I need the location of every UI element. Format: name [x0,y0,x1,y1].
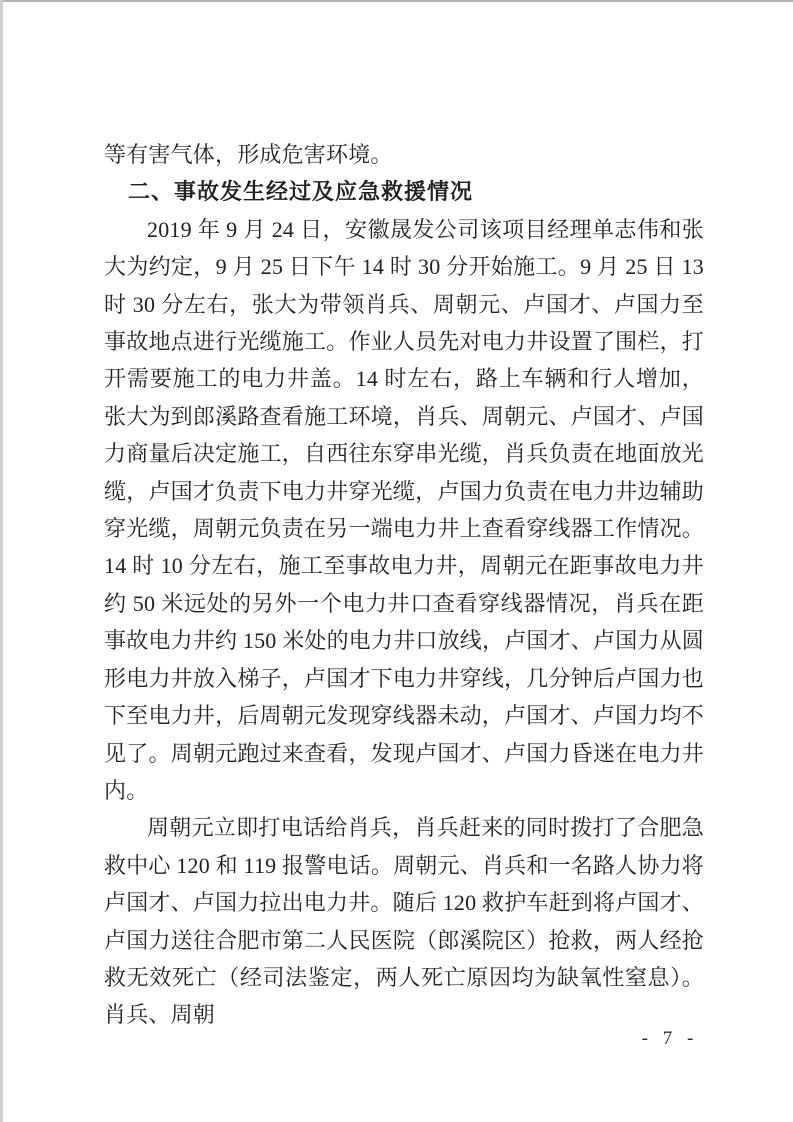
scan-edge-top [0,0,793,2]
section-heading: 二、事故发生经过及应急救援情况 [128,179,474,205]
document-text-block [104,136,704,1034]
continuation-line: 等有害气体，形成危害环境。 [104,142,393,167]
page-number: - 7 - [641,1028,699,1049]
scan-edge-left [0,0,3,1122]
paragraph: 周朝元立即打电话给肖兵，肖兵赶来的同时拨打了合肥急救中心 120 和 119 报警电话。周朝元、肖兵和一名路人协力将卢国才、卢国力拉出电力井。随后 120 救护车赶到将卢国才、卢国力送往合肥市第二人民医院（郎溪院区）抢救，两人经抢救无效死亡（经司法鉴定，两人死亡原因均为缺氧性窒息）。肖兵、周朝 [104,815,705,1028]
paragraph: 2019 年 9 月 24 日，安徽晟发公司该项目经理单志伟和张大为约定，9 月 25 日下午 14 时 30 分开始施工。9 月 25 日 13 时 30 分左右，张大为带领肖兵、周朝元、卢国才、卢国力至事故地点进行光缆施工。作业人员先对电力井设置了围栏，打开需要施工的电力井盖。14 时左右，路上车辆和行人增加，张大为到郎溪路查看施工环境，肖兵、周朝元、卢国才、卢国力商量后决定施工，自西往东穿串光缆，肖兵负责在地面放光缆，卢国才负责下电力井穿光缆，卢国力负责在电力井边辅助穿光缆，周朝元负责在另一端电力井上查看穿线器工作情况。14 时 10 分左右，施工至事故电力井，周朝元在距事故电力井约 50 米远处的另外一个电力井口查看穿线器情况，肖兵在距事故电力井约 150 米处的电力井口放线，卢国才、卢国力从圆形电力井放入梯子，卢国才下电力井穿线，几分钟后卢国力也下至电力井，后周朝元发现穿线器未动，卢国才、卢国力均不见了。周朝元跑过来查看，发现卢国才、卢国力昏迷在电力井内。 [104,216,705,803]
